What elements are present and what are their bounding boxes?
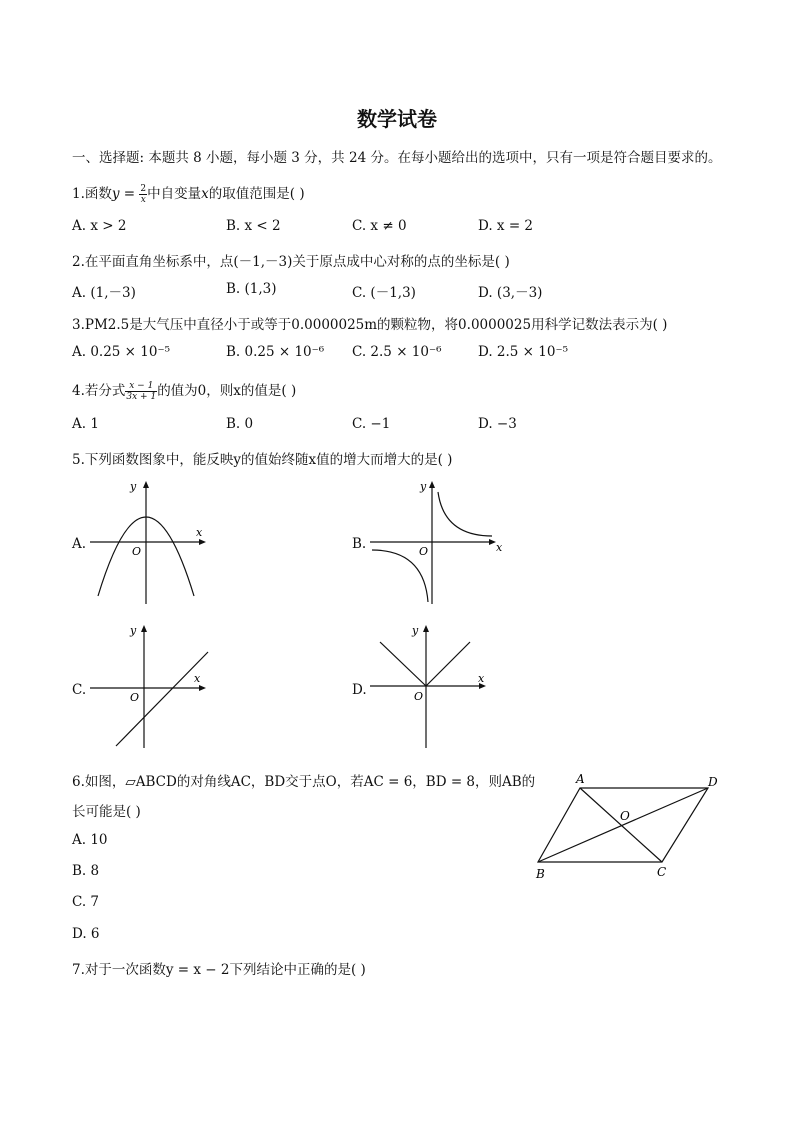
question-1-stem: 1.函数y = $\frac{2}{x}$ 中自变量x的取值范围是( ) bbox=[72, 184, 305, 205]
graph-d-origin-label: O bbox=[414, 690, 424, 703]
question-4-option-a[interactable]: A. 1 bbox=[72, 416, 99, 432]
page-title: 数学试卷 bbox=[357, 107, 437, 131]
graph-b-y-label: y bbox=[420, 480, 427, 493]
question-2-option-d[interactable]: D. (3,－3) bbox=[478, 285, 543, 301]
graph-c-line bbox=[88, 622, 218, 752]
graph-c-origin-label: O bbox=[130, 691, 140, 704]
question-2-option-a[interactable]: A. (1,－3) bbox=[72, 285, 136, 301]
parallelogram-figure bbox=[528, 768, 728, 883]
question-2-option-c[interactable]: C. (－1,3) bbox=[352, 285, 416, 301]
question-5-option-a[interactable]: A. bbox=[72, 536, 87, 552]
question-6-option-d[interactable]: D. 6 bbox=[72, 926, 100, 942]
vertex-b-label: B bbox=[536, 867, 545, 881]
question-5-option-c[interactable]: C. bbox=[72, 682, 87, 698]
graph-c-x-label: x bbox=[194, 672, 201, 685]
vertex-d-label: D bbox=[708, 775, 718, 789]
vertex-a-label: A bbox=[576, 772, 585, 786]
question-1-option-d[interactable]: D. x = 2 bbox=[478, 218, 534, 234]
graph-a-origin-label: O bbox=[132, 545, 142, 558]
question-2-stem: 2.在平面直角坐标系中，点(－1,－3)关于原点成中心对称的点的坐标是( ) bbox=[72, 254, 510, 270]
question-4-option-b[interactable]: B. 0 bbox=[226, 416, 254, 432]
graph-d-abs-value bbox=[368, 622, 498, 752]
question-6-option-c[interactable]: C. 7 bbox=[72, 894, 100, 910]
question-4-option-c[interactable]: C. −1 bbox=[352, 416, 391, 432]
graph-d-x-label: x bbox=[478, 672, 485, 685]
question-1-option-a[interactable]: A. x > 2 bbox=[72, 218, 127, 234]
graph-d-y-label: y bbox=[412, 624, 419, 637]
vertex-c-label: C bbox=[657, 865, 667, 879]
section-instruction: 一、选择题: 本题共 8 小题，每小题 3 分，共 24 分。在每小题给出的选项中，只有一项是符合题目要求的。 bbox=[72, 150, 722, 166]
question-3-stem: 3.PM2.5是大气压中直径小于或等于0.0000025m的颗粒物，将0.0000025用科学记数法表示为( ) bbox=[72, 317, 668, 333]
graph-c-y-label: y bbox=[130, 624, 137, 637]
graph-a-x-label: x bbox=[196, 526, 203, 539]
question-3-option-c[interactable]: C. 2.5 × 10⁻⁶ bbox=[352, 344, 442, 360]
graph-a-parabola bbox=[88, 478, 218, 608]
graph-a-y-label: y bbox=[130, 480, 137, 493]
graph-b-origin-label: O bbox=[419, 545, 429, 558]
question-6-stem-line2: 长可能是( ) bbox=[72, 804, 141, 820]
graph-b-x-label: x bbox=[496, 541, 503, 554]
question-5-stem: 5.下列函数图象中，能反映y的值始终随x值的增大而增大的是( ) bbox=[72, 452, 453, 468]
question-1-option-b[interactable]: B. x < 2 bbox=[226, 218, 281, 234]
graph-b-hyperbola bbox=[368, 478, 508, 608]
question-4-option-d[interactable]: D. −3 bbox=[478, 416, 517, 432]
center-o-label: O bbox=[620, 809, 630, 823]
question-4-stem: 4.若分式 $\frac{x - 1}{3x + 1}$ 的值为0，则x的值是( ) bbox=[72, 381, 297, 402]
question-5-option-d[interactable]: D. bbox=[352, 682, 367, 698]
question-2-option-b[interactable]: B. (1,3) bbox=[226, 281, 277, 297]
question-3-option-a[interactable]: A. 0.25 × 10⁻⁵ bbox=[72, 344, 171, 360]
question-3-option-d[interactable]: D. 2.5 × 10⁻⁵ bbox=[478, 344, 569, 360]
question-3-option-b[interactable]: B. 0.25 × 10⁻⁶ bbox=[226, 344, 325, 360]
question-6-option-a[interactable]: A. 10 bbox=[72, 832, 108, 848]
question-1-option-c[interactable]: C. x ≠ 0 bbox=[352, 218, 407, 234]
question-5-option-b[interactable]: B. bbox=[352, 536, 367, 552]
question-6-stem-line1: 6.如图，▱ABCD的对角线AC，BD交于点O，若AC = 6，BD = 8，则AB的 bbox=[72, 774, 536, 790]
question-6-option-b[interactable]: B. 8 bbox=[72, 863, 100, 879]
question-7-stem: 7.对于一次函数y = x − 2下列结论中正确的是( ) bbox=[72, 962, 366, 978]
